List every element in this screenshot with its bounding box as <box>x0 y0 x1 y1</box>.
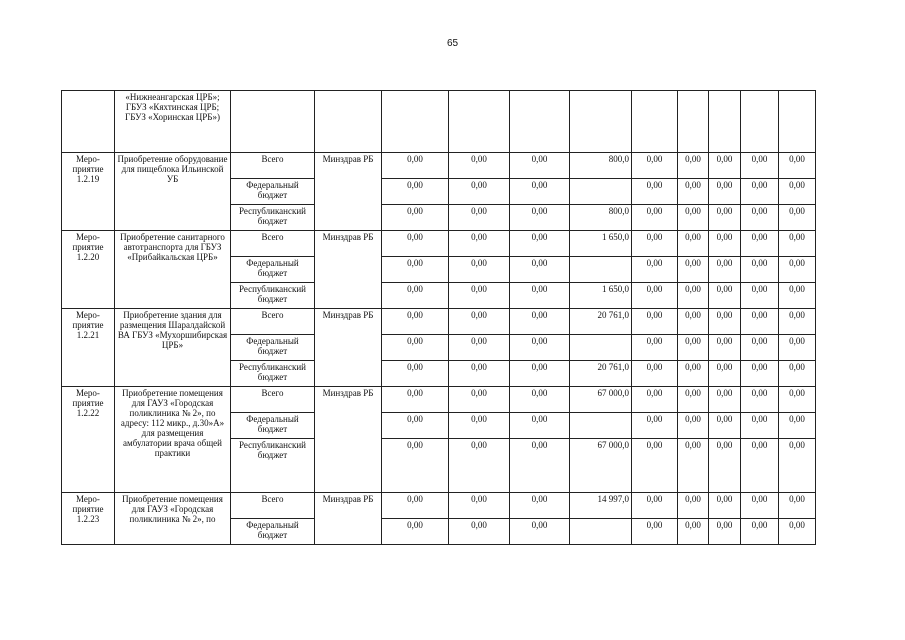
value-cell: 0,00 <box>449 257 510 283</box>
value-cell: 0,00 <box>382 335 449 361</box>
value-cell: 0,00 <box>382 493 449 519</box>
value-cell: 0,00 <box>678 439 709 493</box>
event-name-cell: Приобретение помещения для ГАУЗ «Городская поликлиника № 2», по адресу: 112 микр., д.30»А» для размещения амбулатории врача общей практики <box>115 387 231 493</box>
value-cell: 0,00 <box>632 493 678 519</box>
funding-source-cell: Всего <box>231 153 315 179</box>
value-cell: 0,00 <box>741 439 779 493</box>
value-cell: 0,00 <box>678 335 709 361</box>
value-cell: 800,0 <box>570 205 632 231</box>
value-cell: 0,00 <box>741 519 779 545</box>
value-cell: 0,00 <box>510 335 570 361</box>
value-cell: 0,00 <box>709 179 741 205</box>
value-cell: 0,00 <box>741 179 779 205</box>
value-cell: 0,00 <box>741 413 779 439</box>
value-cell: 0,00 <box>449 361 510 387</box>
funding-source-cell: Республиканский бюджет <box>231 361 315 387</box>
value-cell: 0,00 <box>449 153 510 179</box>
value-cell: 0,00 <box>779 231 816 257</box>
value-cell: 0,00 <box>632 231 678 257</box>
value-cell: 0,00 <box>632 519 678 545</box>
funding-source-cell: Федеральный бюджет <box>231 335 315 361</box>
budget-table <box>61 90 816 545</box>
value-cell: 0,00 <box>678 283 709 309</box>
event-name-cell: Приобретение оборудование для пищеблока Ильинской УБ <box>115 153 231 231</box>
event-name-cell: Приобретение санитарного автотранспорта для ГБУЗ «Прибайкальская ЦРБ» <box>115 231 231 309</box>
funding-source-cell: Федеральный бюджет <box>231 519 315 545</box>
value-cell: 0,00 <box>709 231 741 257</box>
table-row <box>62 493 816 519</box>
value-cell: 0,00 <box>779 519 816 545</box>
value-cell: 0,00 <box>779 387 816 413</box>
value-cell: 0,00 <box>449 283 510 309</box>
funding-source-cell: Всего <box>231 231 315 257</box>
funding-source-cell: Республиканский бюджет <box>231 283 315 309</box>
value-cell: 0,00 <box>510 413 570 439</box>
value-cell: 0,00 <box>709 309 741 335</box>
value-cell: 0,00 <box>510 361 570 387</box>
value-cell: 0,00 <box>382 179 449 205</box>
value-cell: 67 000,0 <box>570 387 632 413</box>
value-cell <box>570 519 632 545</box>
value-cell: 0,00 <box>709 361 741 387</box>
value-cell: 0,00 <box>510 387 570 413</box>
value-cell: 0,00 <box>779 283 816 309</box>
event-id-cell: Меро-приятие 1.2.22 <box>62 387 115 493</box>
table-row <box>62 153 816 179</box>
value-cell: 0,00 <box>779 257 816 283</box>
table-row <box>62 231 816 257</box>
value-cell: 0,00 <box>632 257 678 283</box>
event-name-cell: «Нижнеангарская ЦРБ»; ГБУЗ «Кяхтинская ЦРБ; ГБУЗ «Хоринская ЦРБ») <box>115 91 231 153</box>
value-cell: 800,0 <box>570 153 632 179</box>
event-id-cell: Меро-приятие 1.2.21 <box>62 309 115 387</box>
value-cell: 0,00 <box>709 205 741 231</box>
value-cell: 20 761,0 <box>570 361 632 387</box>
value-cell: 0,00 <box>779 335 816 361</box>
value-cell: 0,00 <box>779 153 816 179</box>
value-cell: 0,00 <box>449 387 510 413</box>
value-cell: 0,00 <box>382 387 449 413</box>
value-cell: 0,00 <box>382 153 449 179</box>
value-cell: 0,00 <box>741 205 779 231</box>
value-cell: 0,00 <box>741 309 779 335</box>
executor-cell: Минздрав РБ <box>315 231 382 309</box>
value-cell: 0,00 <box>709 153 741 179</box>
value-cell: 0,00 <box>510 153 570 179</box>
value-cell: 0,00 <box>449 231 510 257</box>
value-cell: 0,00 <box>632 387 678 413</box>
value-cell: 0,00 <box>709 413 741 439</box>
value-cell: 0,00 <box>510 231 570 257</box>
value-cell: 0,00 <box>741 257 779 283</box>
value-cell: 0,00 <box>779 493 816 519</box>
value-cell: 0,00 <box>510 493 570 519</box>
value-cell: 1 650,0 <box>570 283 632 309</box>
value-cell <box>570 257 632 283</box>
value-cell: 0,00 <box>741 153 779 179</box>
value-cell: 0,00 <box>382 205 449 231</box>
value-cell: 0,00 <box>709 493 741 519</box>
value-cell: 0,00 <box>741 283 779 309</box>
value-cell: 0,00 <box>449 493 510 519</box>
funding-source-cell: Федеральный бюджет <box>231 257 315 283</box>
value-cell: 0,00 <box>449 413 510 439</box>
funding-source-cell: Всего <box>231 387 315 413</box>
funding-source-cell: Федеральный бюджет <box>231 413 315 439</box>
value-cell: 0,00 <box>449 309 510 335</box>
value-cell: 0,00 <box>449 519 510 545</box>
value-cell: 0,00 <box>709 283 741 309</box>
value-cell: 0,00 <box>741 335 779 361</box>
value-cell: 0,00 <box>779 309 816 335</box>
value-cell: 0,00 <box>510 309 570 335</box>
value-cell: 0,00 <box>678 205 709 231</box>
event-id-cell: Меро-приятие 1.2.20 <box>62 231 115 309</box>
value-cell: 0,00 <box>632 283 678 309</box>
value-cell: 0,00 <box>709 335 741 361</box>
value-cell: 0,00 <box>510 257 570 283</box>
event-name-cell: Приобретение помещения для ГАУЗ «Городская поликлиника № 2», по <box>115 493 231 545</box>
continuation-row <box>62 91 816 153</box>
executor-cell: Минздрав РБ <box>315 387 382 493</box>
value-cell: 0,00 <box>678 309 709 335</box>
value-cell: 0,00 <box>741 493 779 519</box>
value-cell: 0,00 <box>741 361 779 387</box>
funding-source-cell: Всего <box>231 493 315 519</box>
value-cell: 0,00 <box>632 361 678 387</box>
value-cell: 0,00 <box>678 179 709 205</box>
value-cell: 0,00 <box>678 153 709 179</box>
value-cell: 0,00 <box>449 205 510 231</box>
table-row <box>62 309 816 335</box>
value-cell: 0,00 <box>709 387 741 413</box>
value-cell: 0,00 <box>510 519 570 545</box>
value-cell: 0,00 <box>382 361 449 387</box>
page-number: 65 <box>446 38 459 49</box>
value-cell: 20 761,0 <box>570 309 632 335</box>
value-cell: 0,00 <box>632 153 678 179</box>
value-cell: 0,00 <box>678 493 709 519</box>
value-cell: 0,00 <box>741 387 779 413</box>
value-cell: 0,00 <box>382 257 449 283</box>
value-cell: 0,00 <box>779 205 816 231</box>
value-cell: 0,00 <box>382 413 449 439</box>
value-cell: 0,00 <box>709 257 741 283</box>
value-cell: 67 000,0 <box>570 439 632 493</box>
value-cell: 0,00 <box>678 257 709 283</box>
value-cell <box>570 335 632 361</box>
table-row <box>62 387 816 413</box>
value-cell: 0,00 <box>632 309 678 335</box>
value-cell: 0,00 <box>779 413 816 439</box>
value-cell: 0,00 <box>678 231 709 257</box>
value-cell: 0,00 <box>709 439 741 493</box>
event-id-cell <box>62 91 115 153</box>
value-cell: 0,00 <box>632 335 678 361</box>
value-cell: 0,00 <box>779 179 816 205</box>
value-cell: 14 997,0 <box>570 493 632 519</box>
value-cell: 0,00 <box>382 283 449 309</box>
event-id-cell: Меро-приятие 1.2.19 <box>62 153 115 231</box>
value-cell: 0,00 <box>382 231 449 257</box>
event-name-cell: Приобретение здания для размещения Шаралдайской ВА ГБУЗ «Мухоршибирская ЦРБ» <box>115 309 231 387</box>
value-cell: 0,00 <box>449 179 510 205</box>
value-cell: 0,00 <box>779 439 816 493</box>
value-cell: 0,00 <box>678 361 709 387</box>
value-cell: 0,00 <box>632 205 678 231</box>
value-cell: 0,00 <box>632 413 678 439</box>
executor-cell: Минздрав РБ <box>315 309 382 387</box>
value-cell: 0,00 <box>510 179 570 205</box>
value-cell: 0,00 <box>678 413 709 439</box>
value-cell: 0,00 <box>678 519 709 545</box>
value-cell: 0,00 <box>382 519 449 545</box>
value-cell: 0,00 <box>632 179 678 205</box>
funding-source-cell: Республиканский бюджет <box>231 439 315 493</box>
value-cell: 0,00 <box>510 283 570 309</box>
funding-source-cell: Республиканский бюджет <box>231 205 315 231</box>
funding-source-cell: Всего <box>231 309 315 335</box>
value-cell: 0,00 <box>510 205 570 231</box>
value-cell: 0,00 <box>632 439 678 493</box>
value-cell: 0,00 <box>382 309 449 335</box>
value-cell <box>570 413 632 439</box>
value-cell: 0,00 <box>510 439 570 493</box>
value-cell: 0,00 <box>449 439 510 493</box>
executor-cell: Минздрав РБ <box>315 493 382 545</box>
value-cell: 0,00 <box>709 519 741 545</box>
value-cell: 0,00 <box>382 439 449 493</box>
value-cell <box>570 179 632 205</box>
value-cell: 1 650,0 <box>570 231 632 257</box>
executor-cell: Минздрав РБ <box>315 153 382 231</box>
value-cell: 0,00 <box>779 361 816 387</box>
event-id-cell: Меро-приятие 1.2.23 <box>62 493 115 545</box>
value-cell: 0,00 <box>678 387 709 413</box>
funding-source-cell: Федеральный бюджет <box>231 179 315 205</box>
value-cell: 0,00 <box>741 231 779 257</box>
value-cell: 0,00 <box>449 335 510 361</box>
